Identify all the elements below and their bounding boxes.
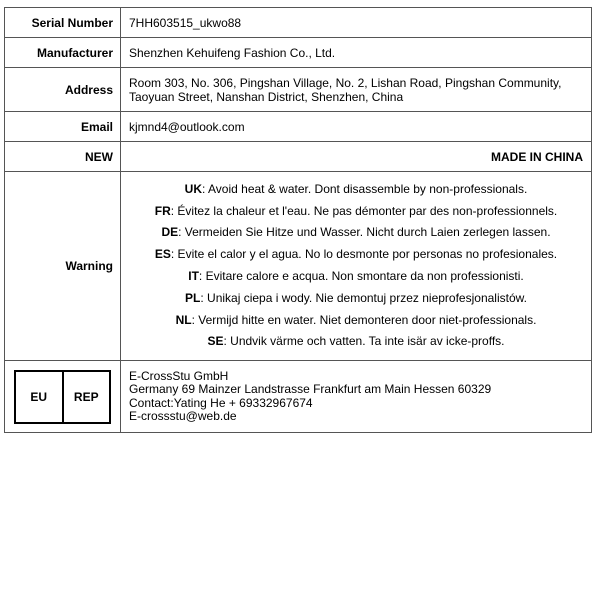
warning-code: DE [161, 225, 179, 240]
warning-code: FR [154, 203, 171, 218]
warning-line-fr [155, 201, 558, 223]
eu-text: EU [16, 372, 64, 422]
address-line-1: Room 303, No. 306, Pingshan Village, No. 2, Lishan Road, Pingshan Community, [129, 75, 562, 90]
rep-email: E-crossstu@web.de [129, 409, 237, 423]
warning-line-nl [176, 310, 537, 332]
address-label: Address [5, 68, 121, 111]
email-row [5, 112, 591, 142]
warning-line-es [155, 244, 557, 266]
made-in-china-value: MADE IN CHINA [491, 149, 583, 164]
address-value [121, 68, 591, 111]
serial-number-row [5, 8, 591, 38]
rep-contact: Contact:Yating He + 69332967674 [129, 395, 313, 410]
product-label-table [4, 7, 592, 433]
address-line-2: Taoyuan Street, Nanshan District, Shenzhen, China [129, 89, 404, 104]
warning-text: : Evitare calore e acqua. Non smontare da non professionisti. [198, 269, 524, 283]
warning-line-se [207, 331, 504, 353]
warning-text: : Vermijd hitte en water. Niet demonteren door niet-professionals. [191, 312, 537, 327]
eu-rep-symbol-cell [5, 361, 121, 432]
new-label: NEW [5, 142, 121, 171]
serial-number-label: Serial Number [5, 8, 121, 37]
rep-address: Germany 69 Mainzer Landstrasse Frankfurt am Main Hessen 60329 [129, 382, 492, 396]
warning-line-uk [185, 179, 528, 201]
warning-list [121, 172, 591, 360]
warning-line-it [188, 266, 524, 288]
warning-code: IT [188, 269, 199, 283]
rep-company: E-CrossStu GmbH [129, 368, 229, 383]
warning-code: SE [207, 334, 224, 349]
warning-code: NL [175, 312, 192, 327]
warning-text: : Unikaj ciepa i wody. Nie demontuj przez nieprofesjonalistów. [200, 290, 527, 305]
email-label: Email [5, 112, 121, 141]
warning-text: : Évitez la chaleur et l'eau. Ne pas démonter par des non-professionnels. [170, 203, 558, 218]
warning-line-de [161, 222, 550, 244]
warning-text: : Evite el calor y el agua. No lo desmonte por personas no profesionales. [170, 247, 558, 262]
warning-text: : Avoid heat & water. Dont disassemble by non-professionals. [202, 181, 528, 196]
warning-line-pl [185, 288, 527, 310]
eu-rep-row [5, 361, 591, 432]
eu-rep-details [121, 361, 591, 432]
warning-code: PL [185, 290, 201, 305]
manufacturer-label: Manufacturer [5, 38, 121, 67]
warning-code: ES [154, 247, 171, 262]
warning-text: : Undvik värme och vatten. Ta inte isär av icke-proffs. [223, 334, 505, 349]
warning-text: : Vermeiden Sie Hitze und Wasser. Nicht durch Laien zerlegen lassen. [178, 225, 551, 240]
manufacturer-row [5, 38, 591, 68]
rep-text: REP [73, 389, 99, 404]
serial-number-value: 7HH603515_ukwo88 [129, 15, 242, 30]
eu-rep-symbol [14, 370, 111, 424]
warning-row [5, 172, 591, 361]
address-row [5, 68, 591, 112]
warning-label: Warning [5, 172, 121, 360]
warning-code: UK [184, 181, 203, 196]
new-row [5, 142, 591, 172]
manufacturer-value: Shenzhen Kehuifeng Fashion Co., Ltd. [129, 45, 336, 60]
email-value: kjmnd4@outlook.com [129, 119, 245, 134]
